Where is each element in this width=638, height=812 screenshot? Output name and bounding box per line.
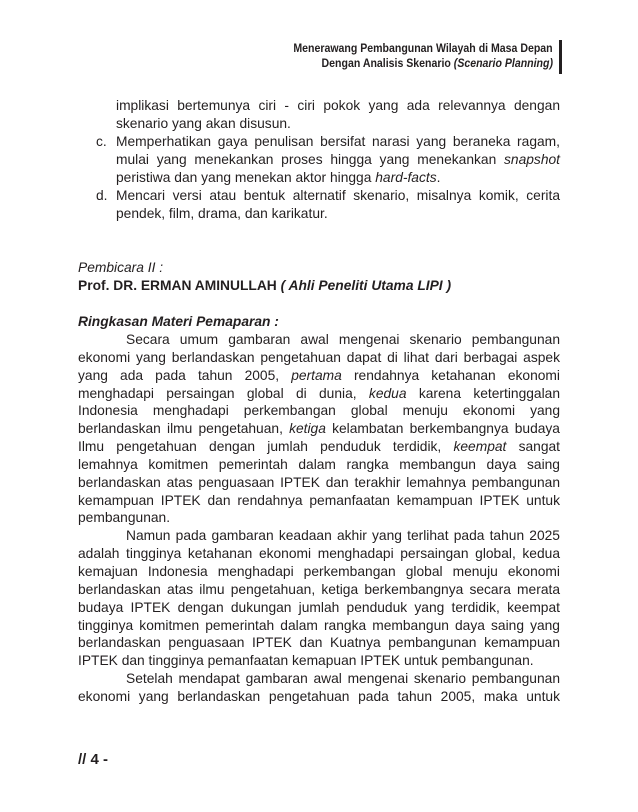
paragraph-line [78, 509, 560, 527]
speaker-name: Prof. DR. ERMAN AMINULLAH [78, 278, 277, 293]
paragraph-line [78, 474, 560, 492]
list-text: skenario yang akan disusun. [116, 116, 291, 131]
speaker-block [78, 259, 560, 295]
list-marker-d: d. [96, 188, 108, 203]
line-text: sangat [506, 439, 561, 455]
paragraph-line [78, 634, 560, 652]
line-text: kelambatan berkembangnya budaya [325, 421, 560, 437]
speaker-line [78, 277, 560, 295]
paragraph-line [78, 492, 560, 510]
running-header [223, 41, 553, 71]
line-text: pembangunan. [78, 510, 171, 526]
paragraph-line [78, 545, 560, 563]
italic-term: snapshot [504, 152, 560, 167]
paragraph-line [78, 527, 560, 545]
list-text: . [436, 170, 441, 185]
header-vertical-rule [559, 40, 562, 74]
line-text: tingginya komitmen pemerintah dalam rangka membangun daya saing yang [78, 617, 560, 633]
list-line [78, 97, 560, 115]
list-line [78, 205, 560, 223]
line-text: Namun pada gambaran keadaan akhir yang terlihat pada tahun 2025 [126, 528, 560, 544]
list-text: Mencari versi atau bentuk alternatif skenario, misalnya komik, cerita [116, 188, 560, 203]
line-text: yang ada pada tahun 2005, [78, 367, 292, 383]
paragraph-line [78, 367, 560, 385]
italic-term: hard-facts [375, 170, 437, 185]
italic-term: kedua [368, 385, 407, 401]
list-item-d [78, 187, 560, 205]
line-text: ekonomi yang berlandaskan pengetahuan pada tahun 2005, maka untuk [78, 688, 560, 704]
header-title-text: Menerawang Pembangunan Wilayah di Masa Depan [293, 41, 553, 55]
summary-body [78, 331, 560, 706]
list-item-c [78, 133, 560, 151]
list-text: implikasi bertemunya ciri - ciri pokok yang ada relevannya dengan [116, 98, 560, 113]
list-text: mulai yang menekankan proses hingga yang menekankan [116, 152, 504, 167]
page-number: // 4 - [78, 751, 109, 768]
line-text: berlandaskan ilmu pengetahuan, [78, 421, 290, 437]
paragraph-line [78, 688, 560, 706]
list-line [78, 151, 560, 169]
line-text: berlandaskan penguasaan IPTEK dan Kuatnya pembangunan kemampuan [78, 635, 560, 651]
paragraph-line [78, 670, 560, 688]
paragraph-line [78, 385, 560, 403]
italic-term: pertama [291, 367, 342, 383]
line-text: rendahnya ketahanan ekonomi [341, 367, 560, 383]
paragraph-line [78, 563, 560, 581]
line-text: berlandaskan atas penguasaan IPTEK dan terakhir lemahnya pembangunan [78, 474, 560, 490]
line-text: berlandaskan atas ilmu pengetahuan, ketiga berkembangnya secara merata [78, 581, 560, 597]
line-text: kemajuan Indonesia menghadapi perkembangan global menuju ekonomi [78, 563, 560, 579]
paragraph-line [78, 652, 560, 670]
italic-term: ketiga [289, 421, 326, 437]
list-text: pendek, film, drama, dan karikatur. [116, 206, 328, 221]
line-text: menghadapi persaingan global di dunia, [78, 385, 369, 401]
line-text: budaya IPTEK dengan dukungan jumlah penduduk yang terdidik, keempat [78, 599, 560, 615]
speaker-label: Pembicara II : [78, 260, 164, 275]
line-text: ekonomi yang berlandaskan pengetahuan dapat di lihat dari berbagai aspek [78, 349, 560, 365]
summary-heading: Ringkasan Materi Pemaparan : [78, 314, 279, 329]
list-text: peristiwa dan yang menekan aktor hingga [116, 170, 376, 185]
header-subtitle-italic: (Scenario Planning) [453, 56, 553, 70]
italic-term: keempat [453, 439, 507, 455]
paragraph-line [78, 456, 560, 474]
paragraph-line [78, 581, 560, 599]
header-subtitle [322, 56, 553, 71]
list-line [78, 169, 560, 187]
line-text: Setelah mendapat gambaran awal mengenai skenario pembangunan [126, 671, 560, 687]
speaker-affiliation: ( Ahli Peneliti Utama LIPI ) [280, 278, 452, 293]
list-marker-c: c. [96, 134, 107, 149]
line-text: Secara umum gambaran awal mengenai skenario pembangunan [126, 332, 560, 347]
paragraph-line [78, 438, 560, 456]
method-list [78, 97, 560, 223]
line-text: Ilmu pengetahuan dengan jumlah penduduk terdidik, [78, 439, 454, 455]
paragraph-line [78, 617, 560, 635]
line-text: karena ketertinggalan [406, 385, 560, 401]
header-subtitle-text: Dengan Analisis Skenario [321, 56, 451, 70]
line-text: Indonesia menghadapi perkembangan global menuju ekonomi yang [78, 403, 560, 419]
list-line [78, 115, 560, 133]
paragraph-line [78, 599, 560, 617]
paragraph-line [78, 402, 560, 420]
header-title-line-2 [223, 56, 553, 71]
paragraph-line [78, 420, 560, 438]
line-text: lemahnya komitmen pemerintah dalam rangka membangun daya saing [78, 456, 560, 472]
line-text: adalah tingginya ketahanan ekonomi menghadapi persaingan global, kedua [78, 546, 560, 562]
paragraph-line [78, 349, 560, 367]
line-text: kemampuan IPTEK dan rendahnya pemanfaatan kemampuan IPTEK untuk [78, 492, 560, 508]
line-text: IPTEK dan tingginya pemanfaatan kemapuan IPTEK untuk pembangunan. [78, 653, 534, 669]
list-text: Memperhatikan gaya penulisan bersifat narasi yang beraneka ragam, [116, 134, 560, 149]
header-title-line-1 [223, 41, 553, 56]
paragraph-line [78, 331, 560, 349]
